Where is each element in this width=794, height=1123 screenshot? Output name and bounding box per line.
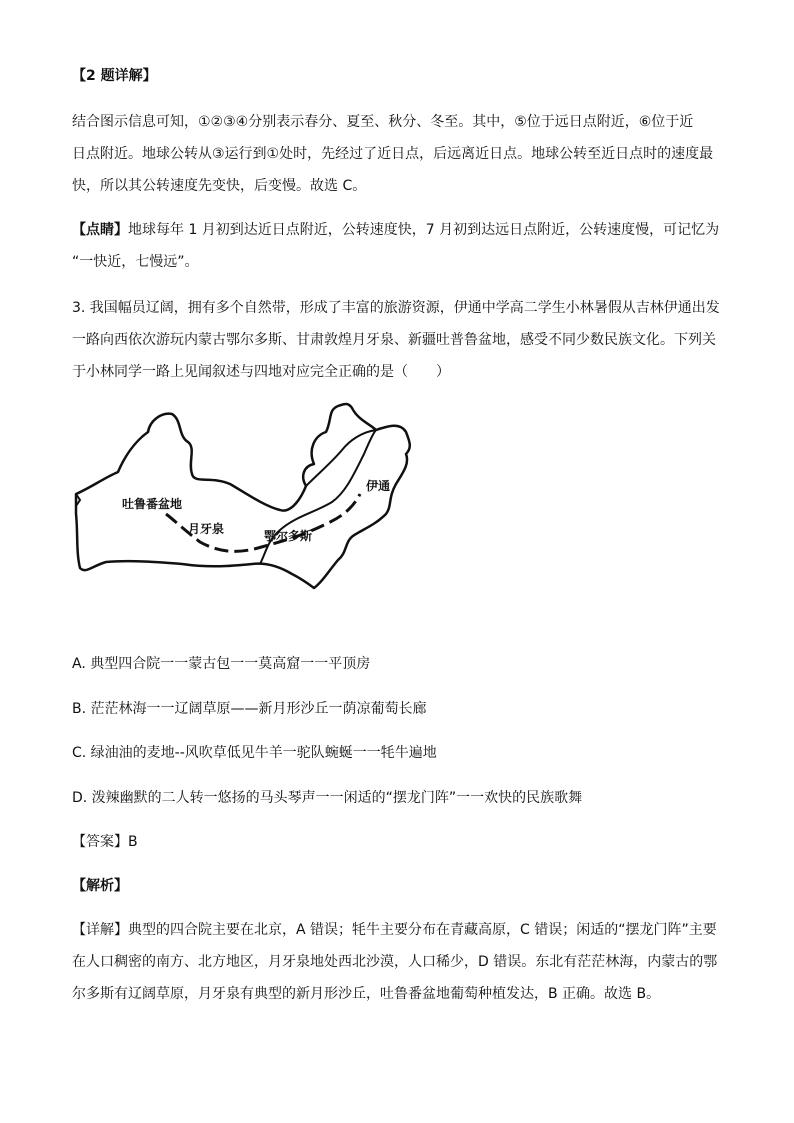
tip-label: 【点睛】: [72, 222, 128, 238]
label-ordos: 鄂尔多斯: [264, 529, 313, 543]
option-d: D. 泼辣幽默的二人转一悠扬的马头琴声一一闲适的“摆龙门阵”一一欢快的民族歌舞: [72, 790, 583, 806]
option-b: B. 茫茫林海一一辽阔草原——新月形沙丘一荫凉葡萄长廊: [72, 701, 427, 717]
paragraph-line: 结合图示信息可知，①②③④分别表示春分、夏至、秋分、冬至。其中，⑤位于远日点附近，⑥位于近: [72, 114, 694, 130]
detail-line: 在人口稠密的南方、北方地区，月牙泉地处西北沙漠，人口稀少，D 错误。东北有茫茫林海，内蒙古的鄂: [72, 954, 718, 970]
label-yueyaquan: 月牙泉: [188, 522, 225, 536]
answer: 【答案】B: [72, 834, 138, 850]
question-line: 一路向西依次游玩内蒙古鄂尔多斯、甘肃敦煌月牙泉、新疆吐普鲁盆地，感受不同少数民族文化。下列关: [72, 332, 716, 348]
tip-text: 地球每年 1 月初到达近日点附近，公转速度快，7 月初到达远日点附近，公转速度慢，可记忆为: [128, 222, 720, 238]
china-route-map: [70, 402, 420, 594]
detail-line: 【详解】典型的四合院主要在北京，A 错误；牦牛主要分布在青藏高原，C 错误；闲适的“摆龙门阵”主要: [72, 922, 717, 938]
label-turpan: 吐鲁番盆地: [122, 497, 183, 511]
paragraph-line: 快，所以其公转速度先变快，后变慢。故选 C。: [72, 178, 367, 194]
tip-line: [72, 214, 722, 246]
tip-line: “一快近，七慢远”。: [72, 254, 199, 270]
analysis-heading: 【解析】: [72, 878, 128, 894]
option-c: C. 绿油油的麦地--风吹草低见牛羊一驼队蜿蜒一一牦牛遍地: [72, 745, 437, 761]
paragraph-line: 日点附近。地球公转从③运行到①处时，先经过了近日点，后远离近日点。地球公转至近日点时的速度最: [72, 146, 714, 162]
question-line: 于小林同学一路上见闻叙述与四地对应完全正确的是（ ）: [72, 364, 450, 380]
option-a: A. 典型四合院一一蒙古包一一莫高窟一一平顶房: [72, 656, 371, 672]
detail-line: 尔多斯有辽阔草原，月牙泉有典型的新月形沙丘，吐鲁番盆地葡萄种植发达，B 正确。故选 B。: [72, 986, 661, 1002]
label-yitong: 伊通: [366, 479, 391, 493]
question-line: 3. 我国幅员辽阔，拥有多个自然带，形成了丰富的旅游资源，伊通中学高二学生小林暑假从吉林伊通出发: [72, 300, 720, 316]
section2-heading: 【2 题详解】: [72, 68, 157, 84]
